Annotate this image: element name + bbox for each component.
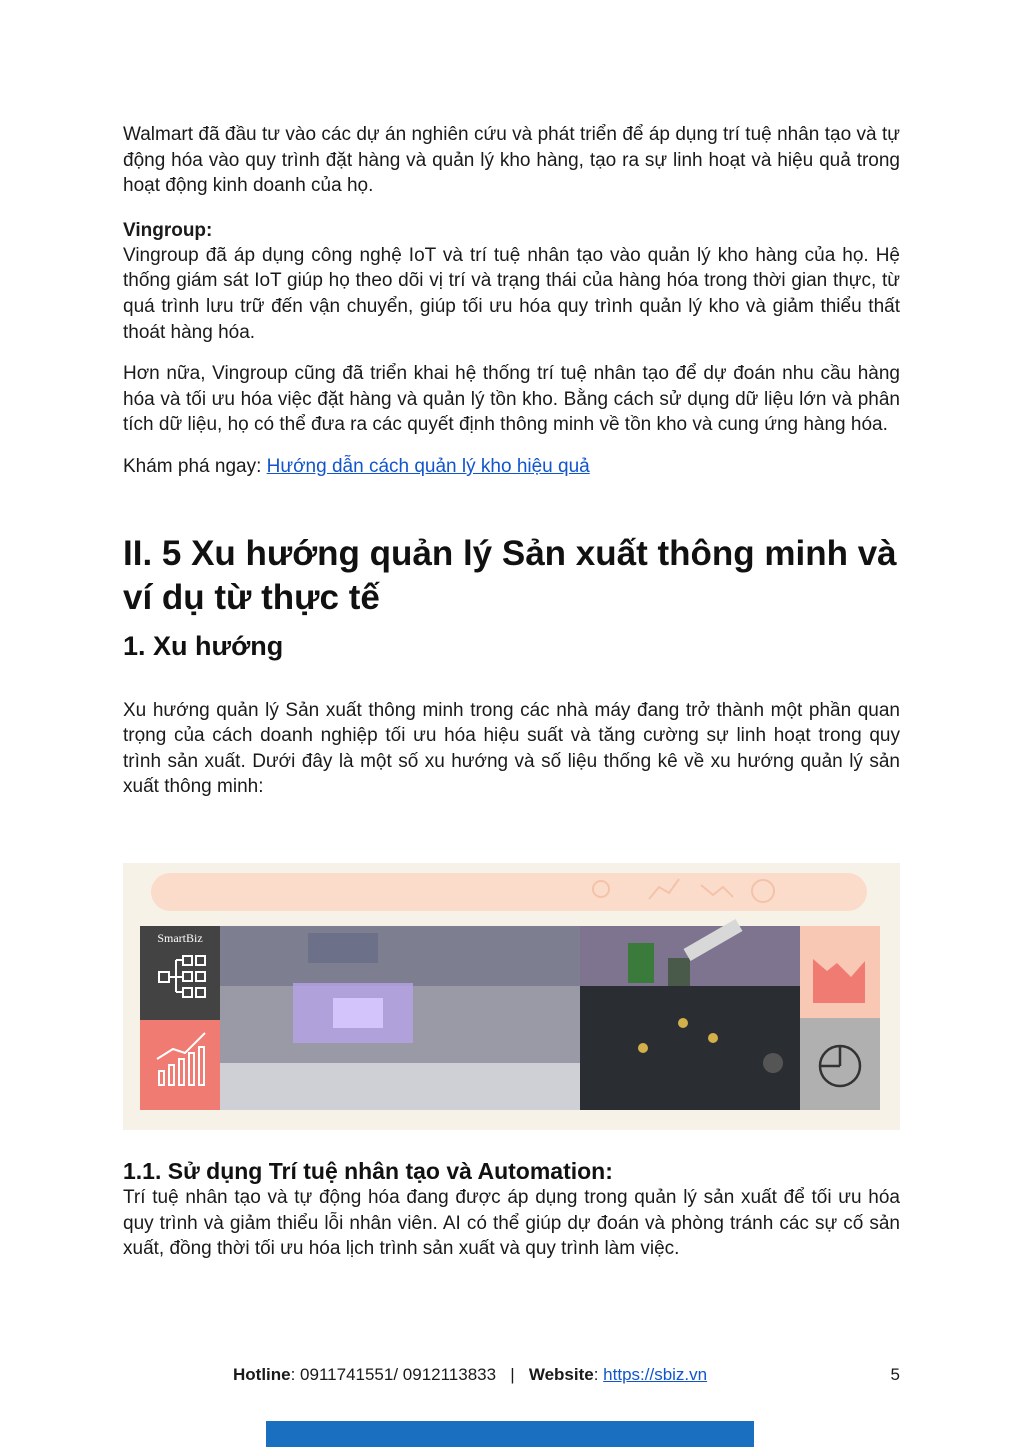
footer-separator: | (510, 1365, 515, 1384)
smartbiz-logo: SmartBiz (157, 931, 203, 945)
footer-color-bar (266, 1421, 754, 1447)
section-1-1-body: Trí tuệ nhân tạo và tự động hóa đang được áp dụng trong quản lý sản xuất để tối ưu hóa quy trình và giảm thiểu lỗi nhân viên. AI có thể giúp dự đoán và phòng tránh các sự cố sản xuất, đồng thời tối ưu hóa lịch trình sản xuất và quy trình làm việc. (123, 1187, 900, 1260)
warehouse-guide-link[interactable]: Hướng dẫn cách quản lý kho hiệu quả (266, 455, 590, 477)
walmart-paragraph: Walmart đã đầu tư vào các dự án nghiên cứu và phát triển để áp dụng trí tuệ nhân tạo và tự động hóa vào quy trình đặt hàng và quản lý kho hàng, tạo ra sự linh hoạt và hiệu quả trong hoạt động kinh doanh của họ. (123, 124, 900, 197)
smart-manufacturing-banner (123, 863, 900, 1130)
banner-top-strip (151, 873, 867, 911)
page-number: 5 (890, 1365, 900, 1384)
explore-prefix: Khám phá ngay: (123, 455, 267, 477)
website-link[interactable]: https://sbiz.vn (603, 1365, 708, 1384)
banner-illustration (123, 863, 900, 1130)
vingroup-label: Vingroup: (123, 219, 213, 241)
vingroup-more-paragraph: Hơn nữa, Vingroup cũng đã triển khai hệ thống trí tuệ nhân tạo để dự đoán nhu cầu hàng hóa và tối ưu hóa việc đặt hàng và quản lý tồn kho. Bằng cách sử dụng dữ liệu lớn và phân tích dữ liệu, họ có thể đưa ra các quyết định thông minh về tồn kho và cung ứng hàng hóa. (123, 363, 900, 436)
main-content (123, 122, 900, 800)
section-title: II. 5 Xu hướng quản lý Sản xuất thông minh và ví dụ từ thực tế (123, 533, 897, 617)
trend-intro-paragraph: Xu hướng quản lý Sản xuất thông minh trong các nhà máy đang trở thành một phần quan trọng của cách doanh nghiệp tối ưu hóa hiệu suất và tăng cường sự linh hoạt trong quy trình sản xuất. Dưới đây là một số xu hướng và số liệu thống kê về xu hướng quản lý sản xuất thông minh: (123, 699, 900, 798)
section-1-1 (123, 1157, 900, 1262)
website-colon: : (593, 1365, 604, 1384)
vingroup-paragraph: Vingroup đã áp dụng công nghệ IoT và trí tuệ nhân tạo vào quản lý kho hàng của họ. Hệ thống giám sát IoT giúp họ theo dõi vị trí và trạng thái của hàng hóa trong thời gian thực, từ quá trình lưu trữ đến vận chuyển, giúp tối ưu hóa quy trình quản lý kho và giảm thiểu thất thoát hàng hóa. (123, 244, 900, 343)
section-1-1-title: 1.1. Sử dụng Trí tuệ nhân tạo và Automation: (123, 1158, 613, 1184)
website-label: Website (528, 1365, 594, 1384)
explore-line (123, 454, 900, 480)
footer-contact (233, 1363, 707, 1387)
page-footer (123, 1363, 900, 1387)
subsection-title: 1. Xu hướng (123, 630, 284, 661)
hotline-value: : 0911741551/ 0912113833 (290, 1365, 497, 1384)
hotline-label: Hotline (233, 1365, 291, 1384)
